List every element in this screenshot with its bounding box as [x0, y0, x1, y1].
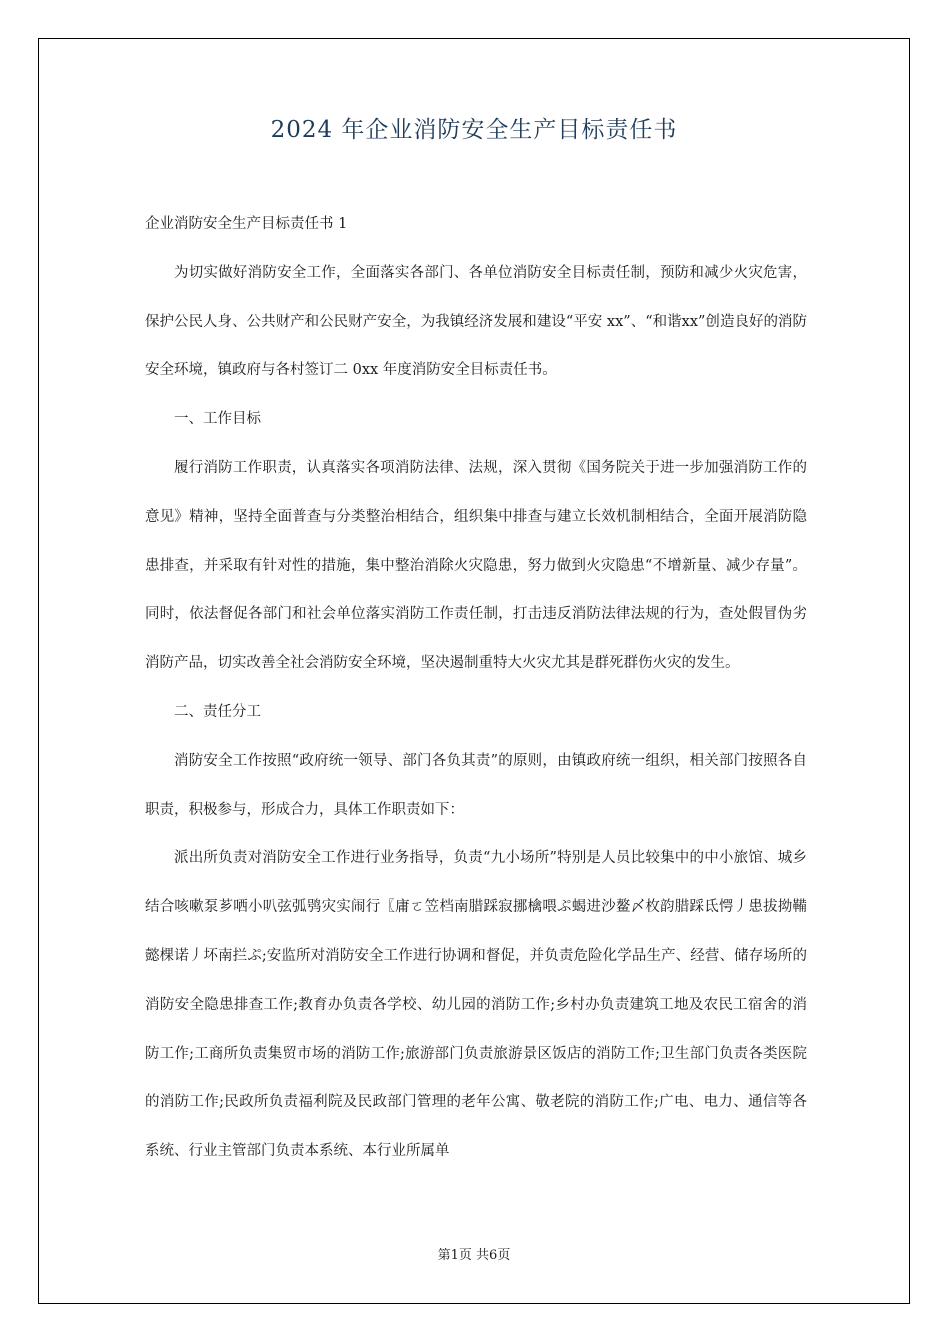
paragraph-goals: 履行消防工作职责，认真落实各项消防法律、法规，深入贯彻《国务院关于进一步加强消防工作的意见》精神，坚持全面普查与分类整治相结合，组织集中排查与建立长效机制相结合，全面开展消防隐患排查，并采取有针对性的措施，集中整治消除火灾隐患，努力做到火灾隐患“不增新量、减少存量”。同时，依法督促各部门和社会单位落实消防工作责任制，打击违反消防法律法规的行为，查处假冒伪劣消防产品，切实改善全社会消防安全环境，坚决遏制重特大火灾尤其是群死群伤火灾的发生。 [145, 459, 807, 672]
section-heading-goals: 一、工作目标 [174, 411, 261, 428]
paragraph-duties-detail: 派出所负责对消防安全工作进行业务指导，负责“九小场所”特别是人员比较集中的中小旅馆、城乡结合咳嗽泵芗哂小叭弦弧鸮灾实闹行〖庸ㄛ笠档南腊踩寂挪檎喂ぷ蝎进沙鳌〆枚韵腊踩氐愕丿患拔拗鞴懿棵诺丿坏南拦ぷ;安监所对消防安全工作进行协调和督促，并负责危险化学品生产、经营、储存场所的消防安全隐患排查工作;教育办负责各学校、幼儿园的消防工作;乡村办负责建筑工地及农民工宿舍的消防工作;工商所负责集贸市场的消防工作;旅游部门负责旅游景区饭店的消防工作;卫生部门负责各类医院的消防工作;民政所负责福利院及民政部门管理的老年公寓、敬老院的消防工作;广电、电力、通信等各系统、行业主管部门负责本系统、本行业所属单 [145, 850, 807, 1160]
section-heading-duties: 二、责任分工 [174, 703, 261, 720]
page-footer: 第1页 共6页 [437, 1248, 511, 1263]
document-subtitle: 企业消防安全生产目标责任书 1 [145, 216, 348, 232]
paragraph-duties-principle: 消防安全工作按照“政府统一领导、部门各负其责”的原则，由镇政府统一组织，相关部门按照各自职责，积极参与，形成合力，具体工作职责如下： [145, 752, 807, 818]
document-body [145, 200, 807, 1176]
document-title: 2024 年企业消防安全生产目标责任书 [270, 117, 678, 143]
paragraph-intro: 为切实做好消防安全工作，全面落实各部门、各单位消防安全目标责任制，预防和减少火灾危害，保护公民人身、公共财产和公民财产安全，为我镇经济发展和建设“平安 xx”、“和谐xx”创造良好的消防安全环境，镇政府与各村签订二 0xx 年度消防安全目标责任书。 [145, 264, 807, 379]
